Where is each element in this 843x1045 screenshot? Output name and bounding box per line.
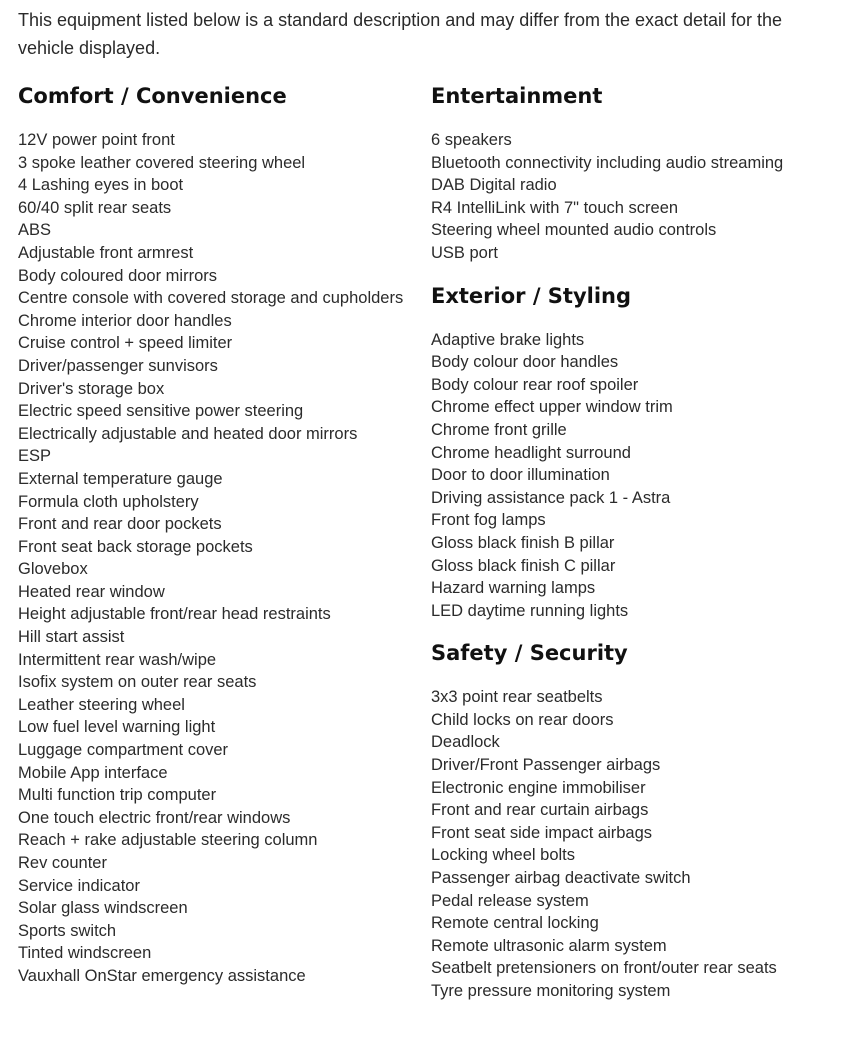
equipment-item: Centre console with covered storage and cupholders (18, 289, 404, 308)
equipment-item: 3x3 point rear seatbelts (431, 688, 603, 707)
equipment-item: Chrome effect upper window trim (431, 398, 673, 417)
equipment-item: Electrically adjustable and heated door mirrors (18, 424, 358, 443)
equipment-item: Formula cloth upholstery (18, 492, 199, 511)
equipment-item: 4 Lashing eyes in boot (18, 176, 184, 195)
equipment-item: Gloss black finish B pillar (431, 533, 615, 552)
equipment-item: Passenger airbag deactivate switch (431, 869, 691, 888)
equipment-item: ESP (18, 447, 52, 466)
equipment-item: Front seat side impact airbags (431, 823, 653, 842)
right-column (431, 82, 831, 1003)
equipment-list (431, 329, 831, 623)
equipment-item: Bluetooth connectivity including audio streaming (431, 153, 784, 172)
equipment-item: 3 spoke leather covered steering wheel (18, 153, 306, 172)
equipment-item: Multi function trip computer (18, 786, 217, 805)
equipment-item: Cruise control + speed limiter (18, 334, 233, 353)
equipment-item: Deadlock (431, 733, 500, 752)
equipment-item: Chrome front grille (431, 420, 567, 439)
equipment-item: Steering wheel mounted audio controls (431, 221, 717, 240)
equipment-item: Adaptive brake lights (431, 330, 585, 349)
equipment-item: Remote central locking (431, 914, 599, 933)
equipment-item: Body coloured door mirrors (18, 266, 217, 285)
equipment-list (431, 129, 831, 265)
equipment-item: Tyre pressure monitoring system (431, 982, 671, 1000)
equipment-item: Chrome interior door handles (18, 311, 232, 330)
section-safety-security (431, 639, 831, 1002)
equipment-item: Luggage compartment cover (18, 741, 229, 760)
equipment-item: Isofix system on outer rear seats (18, 673, 257, 692)
left-column (18, 82, 418, 988)
equipment-item: Intermittent rear wash/wipe (18, 650, 217, 669)
equipment-item: Front fog lamps (431, 511, 546, 530)
equipment-item: Reach + rake adjustable steering column (18, 831, 318, 850)
equipment-item: One touch electric front/rear windows (18, 808, 291, 827)
section-title: Comfort / Convenience (18, 84, 287, 108)
equipment-item: Electronic engine immobiliser (431, 778, 646, 797)
equipment-item: Hill start assist (18, 628, 125, 647)
equipment-item: Driving assistance pack 1 - Astra (431, 488, 671, 507)
equipment-item: Solar glass windscreen (18, 899, 188, 918)
equipment-item: Tinted windscreen (18, 944, 152, 963)
equipment-item: Pedal release system (431, 891, 589, 910)
equipment-item: Hazard warning lamps (431, 579, 596, 598)
equipment-item: Adjustable front armrest (18, 243, 194, 262)
section-exterior-styling (431, 282, 831, 623)
equipment-item: Seatbelt pretensioners on front/outer rear seats (431, 959, 777, 978)
equipment-item: 6 speakers (431, 131, 512, 149)
equipment-item: R4 IntelliLink with 7" touch screen (431, 198, 679, 217)
section-title: Exterior / Styling (431, 283, 632, 308)
equipment-item: Driver/Front Passenger airbags (431, 756, 661, 775)
equipment-item: Sports switch (18, 921, 117, 940)
equipment-item: Driver/passenger sunvisors (18, 356, 218, 375)
equipment-item: Front and rear door pockets (18, 515, 222, 534)
equipment-item: Vauxhall OnStar emergency assistance (18, 966, 306, 985)
equipment-item: Chrome headlight surround (431, 443, 631, 462)
equipment-item: Height adjustable front/rear head restraints (18, 605, 331, 624)
section-entertainment (431, 82, 831, 265)
equipment-item: Rev counter (18, 854, 107, 872)
equipment-item: Front seat back storage pockets (18, 537, 253, 556)
disclaimer-text: This equipment listed below is a standard description and may differ from the exact detail for the vehicle displayed. (18, 10, 783, 58)
equipment-item: Door to door illumination (431, 466, 610, 485)
equipment-item: USB port (431, 243, 498, 262)
section-comfort-convenience (18, 82, 418, 988)
equipment-item: Body colour door handles (431, 353, 619, 372)
equipment-item: Electric speed sensitive power steering (18, 402, 304, 421)
equipment-list (431, 686, 831, 1002)
equipment-item: Leather steering wheel (18, 695, 185, 714)
equipment-list (18, 129, 418, 988)
equipment-item: LED daytime running lights (431, 601, 629, 620)
equipment-item: Front and rear curtain airbags (431, 801, 649, 820)
equipment-item: External temperature gauge (18, 469, 223, 488)
equipment-item: 60/40 split rear seats (18, 198, 172, 217)
equipment-item: DAB Digital radio (431, 176, 557, 195)
equipment-item: Driver's storage box (18, 379, 165, 398)
equipment-item: Child locks on rear doors (431, 710, 614, 729)
equipment-item: 12V power point front (18, 131, 175, 149)
section-title: Entertainment (431, 84, 603, 108)
equipment-item: ABS (18, 221, 52, 240)
equipment-item: Gloss black finish C pillar (431, 556, 616, 575)
equipment-item: Heated rear window (18, 582, 165, 601)
equipment-item: Low fuel level warning light (18, 718, 216, 737)
equipment-item: Body colour rear roof spoiler (431, 375, 639, 394)
equipment-item: Mobile App interface (18, 763, 168, 782)
equipment-item: Locking wheel bolts (431, 846, 576, 865)
equipment-item: Service indicator (18, 876, 140, 895)
section-title: Safety / Security (431, 641, 628, 666)
equipment-item: Remote ultrasonic alarm system (431, 936, 667, 955)
equipment-item: Glovebox (18, 560, 88, 579)
